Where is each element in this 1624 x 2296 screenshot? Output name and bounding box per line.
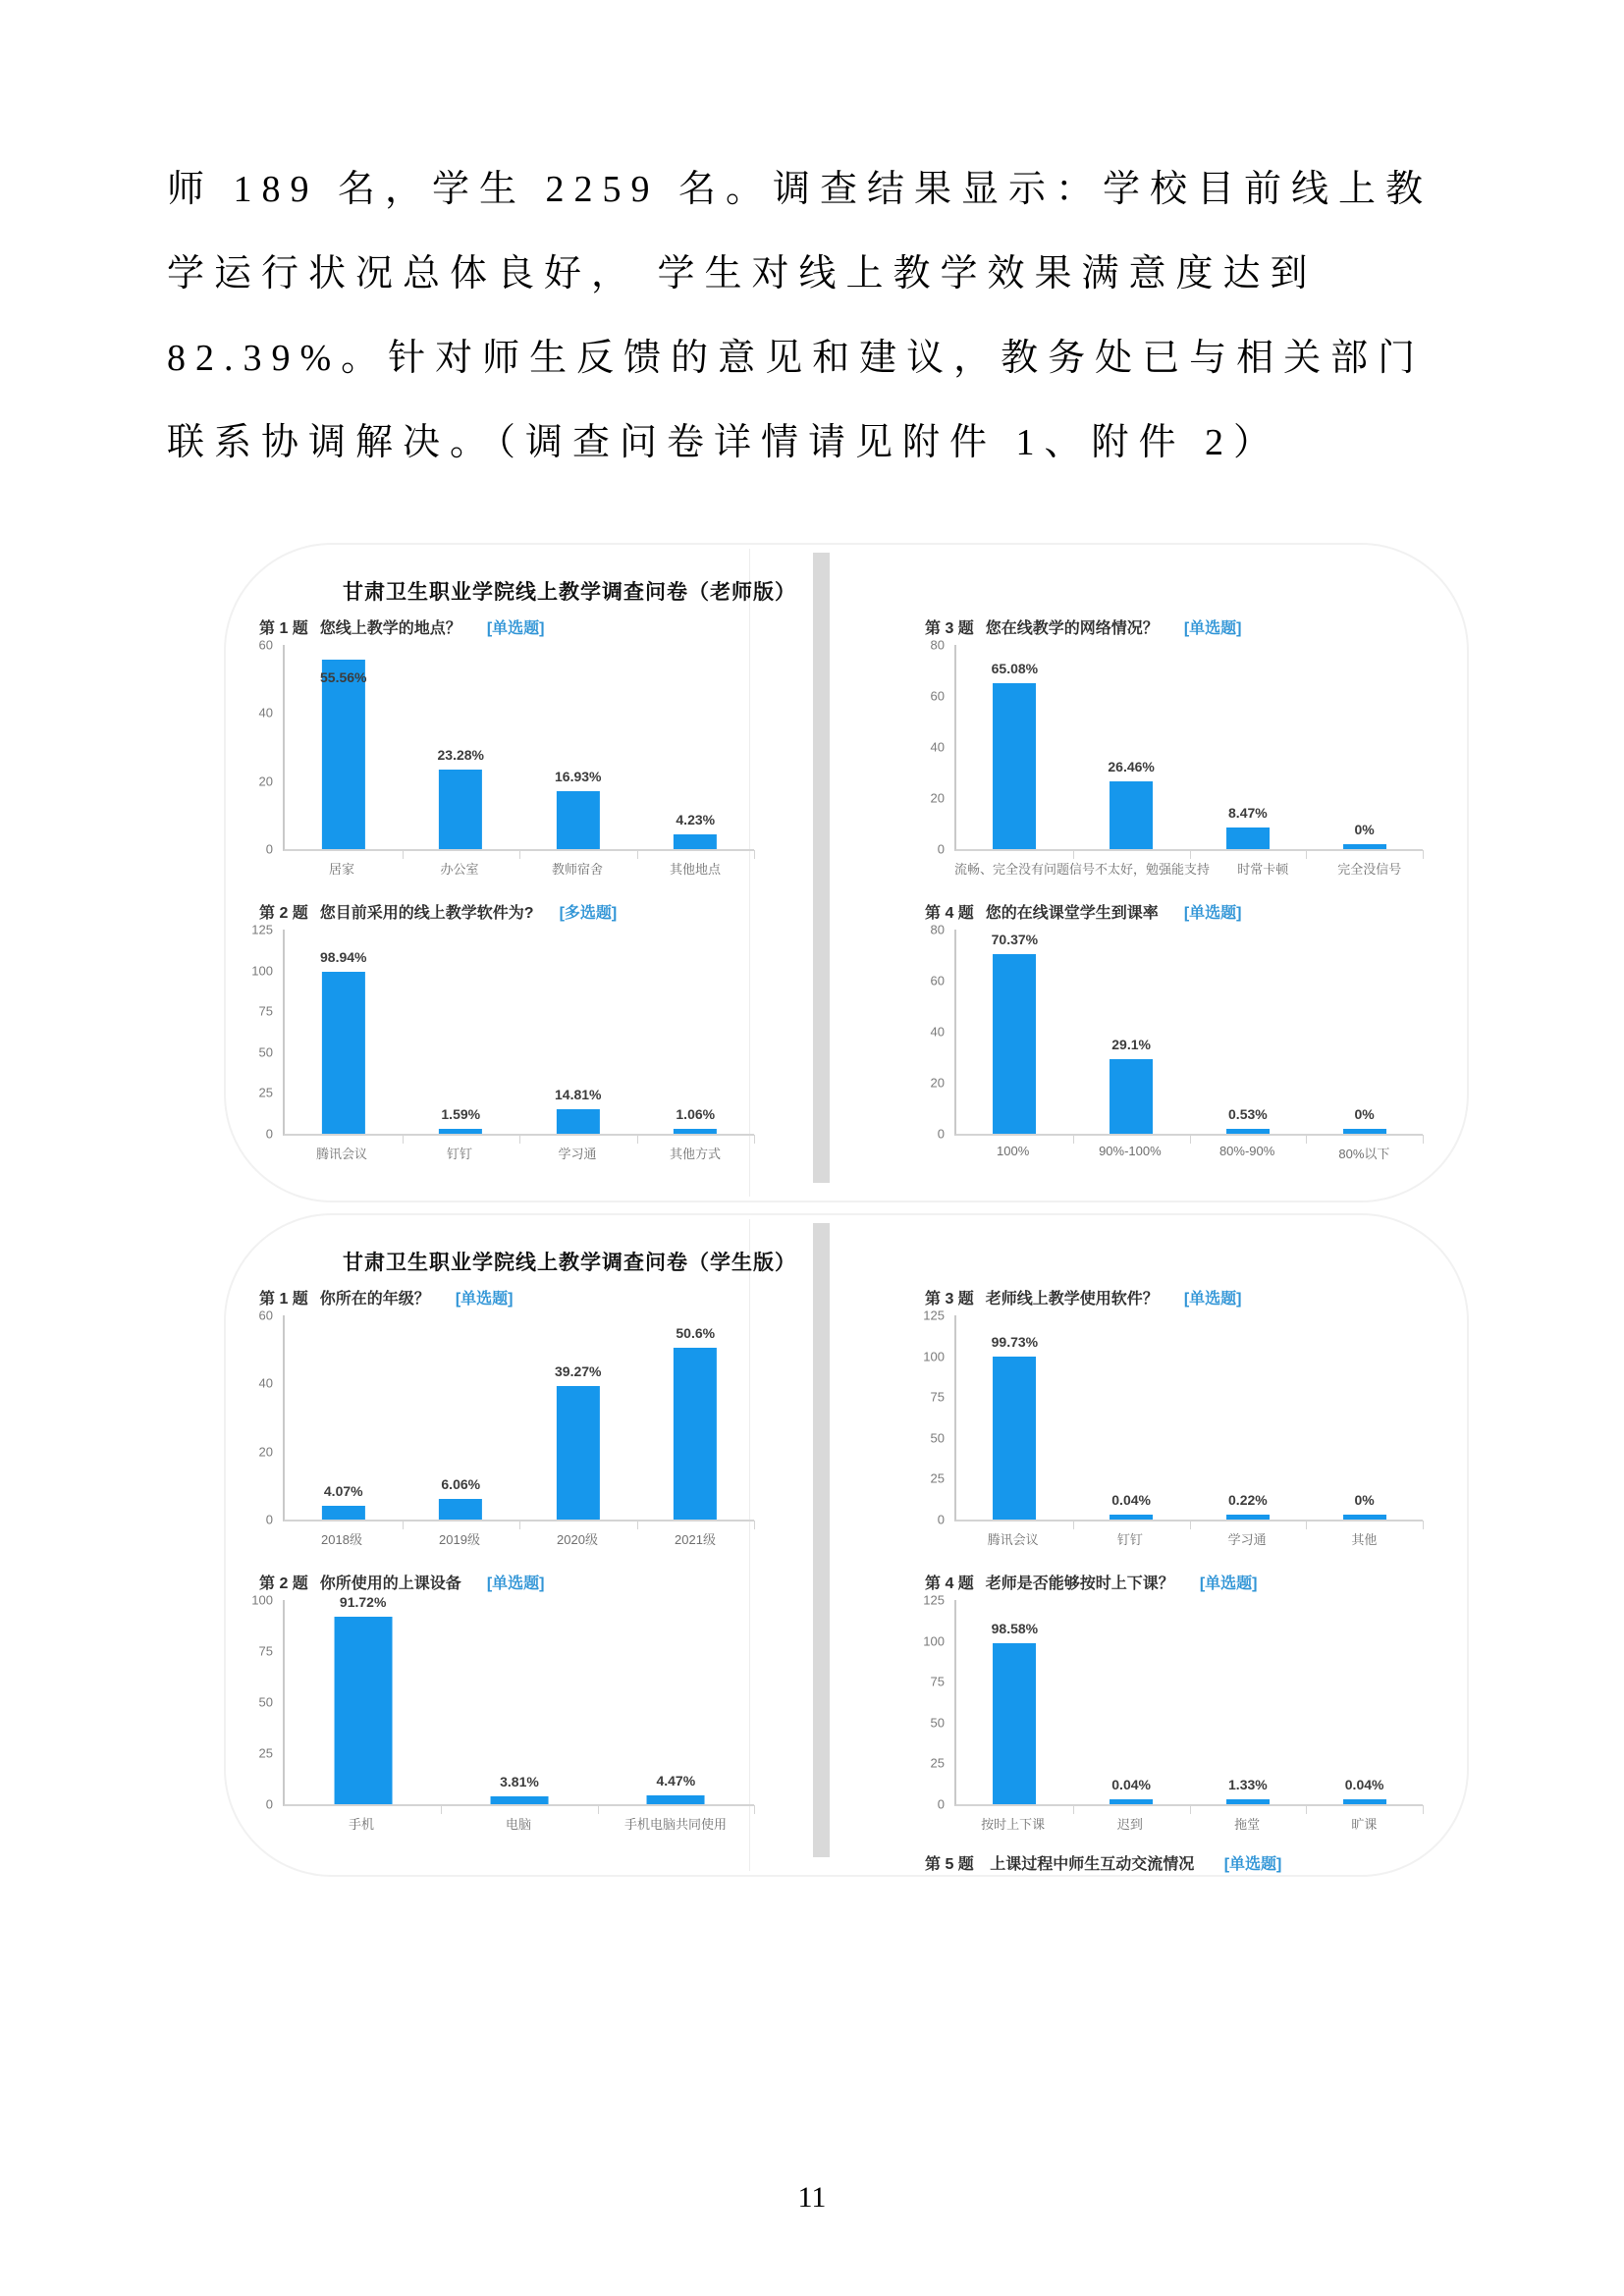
axis-tick — [754, 850, 755, 859]
question-type-tag: [多选题] — [559, 905, 618, 922]
y-tick-label: 0 — [937, 1796, 945, 1812]
question-text: 您在线教学的网络情况？ — [985, 620, 1159, 637]
y-tick-label: 40 — [258, 705, 273, 721]
y-tick-label: 0 — [937, 1126, 945, 1142]
bar — [1343, 1515, 1386, 1520]
question-type-tag: [单选题] — [1183, 905, 1242, 922]
survey-right-column — [890, 1215, 1425, 1875]
x-axis-label: 信号不太好，勉强能支持 — [1069, 862, 1211, 877]
axis-tick — [1190, 850, 1191, 859]
question-type-tag: [单选题] — [1183, 1291, 1242, 1308]
axis-tick — [754, 1805, 755, 1814]
axis-tick — [403, 1521, 404, 1529]
x-axis-label: 居家 — [328, 862, 354, 877]
question-number: 第 3 题 — [925, 1291, 974, 1308]
bar — [993, 954, 1036, 1134]
bar-slot — [285, 645, 403, 849]
bar-slot — [403, 645, 520, 849]
bar-value-label: 23.28% — [437, 747, 484, 764]
chart-teacher-q4 — [890, 900, 1425, 1185]
axis-tick — [519, 1135, 520, 1144]
y-tick-label: 60 — [930, 688, 945, 704]
axis-tick — [1306, 1135, 1307, 1144]
y-tick-label: 50 — [258, 1694, 273, 1710]
axis-tick — [1190, 1135, 1191, 1144]
y-tick-label: 125 — [923, 1592, 945, 1608]
y-tick-label: 100 — [251, 1592, 273, 1608]
bar — [1343, 1799, 1386, 1804]
x-axis-label: 教师宿舍 — [551, 862, 603, 877]
x-axis-label: 手机电脑共同使用 — [623, 1817, 727, 1832]
bar — [439, 1129, 482, 1134]
y-tick-label: 125 — [251, 922, 273, 937]
bar-slot — [598, 1600, 754, 1804]
bar-value-label: 39.27% — [555, 1362, 602, 1379]
x-axis-label: 其他 — [1351, 1532, 1378, 1547]
x-axis-label: 90%-100% — [1099, 1144, 1162, 1158]
survey-screenshot-teacher — [224, 543, 1469, 1202]
bar-value-label: 91.72% — [339, 1594, 387, 1611]
question-row-q5 — [925, 1851, 1281, 1874]
bar — [491, 1796, 549, 1804]
bar-value-label: 29.1% — [1111, 1037, 1151, 1053]
x-axis-label: 其他方式 — [669, 1147, 721, 1161]
question-row — [925, 1286, 1241, 1308]
x-axis-label: 2019级 — [439, 1532, 480, 1547]
y-tick-label: 0 — [265, 841, 273, 857]
bar-chart — [238, 1592, 756, 1841]
bar — [557, 1386, 600, 1520]
bar-slot — [1190, 645, 1307, 849]
x-axis-label: 拖堂 — [1234, 1817, 1261, 1832]
axis-tick — [1190, 1805, 1191, 1814]
question-text: 您线上教学的地点？ — [319, 620, 461, 637]
x-axis-label: 手机 — [348, 1817, 374, 1832]
bar-slot — [956, 1315, 1073, 1520]
y-tick-label: 40 — [930, 1024, 945, 1040]
axis-tick — [1073, 1521, 1074, 1529]
x-axis-label: 2021级 — [675, 1532, 716, 1547]
y-tick-label: 75 — [930, 1674, 945, 1689]
question-number: 第 1 题 — [259, 620, 308, 637]
axis-tick — [1306, 850, 1307, 859]
question-text: 老师是否能够按时上下课？ — [985, 1575, 1174, 1592]
axis-tick — [1423, 1521, 1424, 1529]
axis-tick — [754, 1135, 755, 1144]
x-axis-label: 腾讯会议 — [315, 1147, 367, 1161]
y-tick-label: 60 — [258, 1308, 273, 1323]
bar-value-label: 0.04% — [1111, 1777, 1151, 1792]
chart-teacher-q1 — [238, 615, 756, 900]
bar — [1226, 828, 1270, 849]
x-axis-label: 电脑 — [505, 1817, 531, 1832]
axis-tick — [637, 1521, 638, 1529]
bar — [557, 1109, 600, 1134]
x-axis-label: 办公室 — [440, 862, 479, 877]
bar-value-label: 4.47% — [656, 1772, 696, 1789]
question-type-tag: [单选题] — [486, 1575, 545, 1592]
question-number: 第 1 题 — [259, 1291, 308, 1308]
bar-value-label: 98.94% — [320, 949, 367, 966]
bar-value-label: 1.06% — [676, 1106, 716, 1122]
x-axis-label: 学习通 — [1227, 1532, 1267, 1547]
bar — [439, 770, 482, 849]
y-tick-label: 60 — [930, 973, 945, 988]
bar-slot — [1306, 645, 1423, 849]
bar — [1343, 1129, 1386, 1134]
bar-value-label: 0.22% — [1228, 1492, 1268, 1508]
text-line: 师 189 名，学生 2259 名。调查结果显示：学校目前线上教 — [167, 169, 1434, 210]
axis-tick — [441, 1805, 442, 1814]
bar — [334, 1617, 392, 1804]
y-tick-label: 40 — [258, 1375, 273, 1391]
y-tick-label: 75 — [258, 1643, 273, 1659]
y-tick-label: 60 — [258, 637, 273, 653]
bar — [1110, 1515, 1153, 1520]
y-tick-label: 0 — [265, 1512, 273, 1527]
question-type-tag: [单选题] — [1199, 1575, 1258, 1592]
bar-slot — [1073, 1315, 1190, 1520]
bar-slot — [1306, 930, 1423, 1134]
y-tick-label: 25 — [930, 1755, 945, 1771]
bar-value-label: 4.07% — [323, 1482, 363, 1499]
bar — [1343, 844, 1386, 849]
bar-chart — [890, 922, 1425, 1170]
bar-value-label: 0% — [1354, 822, 1375, 837]
question-type-tag: [单选题] — [486, 620, 545, 637]
bar — [674, 1129, 717, 1134]
bar-slot — [956, 930, 1073, 1134]
y-tick-label: 25 — [258, 1745, 273, 1761]
bar-chart — [238, 637, 756, 885]
x-axis-label: 其他地点 — [669, 862, 721, 877]
chart-student-q4 — [890, 1571, 1425, 1855]
bar — [1226, 1799, 1270, 1804]
axis-tick — [1073, 1135, 1074, 1144]
survey-right-column — [890, 545, 1425, 1201]
axis-tick — [1423, 1805, 1424, 1814]
survey-left-column — [238, 1215, 756, 1875]
y-tick-label: 50 — [258, 1044, 273, 1060]
bar-slot — [285, 1594, 441, 1804]
question-number: 第 3 题 — [925, 620, 974, 637]
bar-slot — [1190, 1315, 1307, 1520]
chart-student-q3 — [890, 1286, 1425, 1571]
chart-student-q2 — [238, 1571, 756, 1855]
survey-left-column — [238, 545, 756, 1201]
bar — [1110, 1799, 1153, 1804]
y-tick-label: 80 — [930, 922, 945, 937]
survey-title: 甘肃卫生职业学院线上教学调查问卷（老师版） — [343, 581, 796, 604]
page-number: 11 — [797, 2181, 827, 2214]
bar-value-label: 0.04% — [1344, 1777, 1384, 1792]
question-type-tag: [单选题] — [1223, 1856, 1282, 1873]
y-tick-label: 20 — [258, 774, 273, 789]
y-tick-label: 125 — [923, 1308, 945, 1323]
bar-value-label: 0% — [1354, 1106, 1375, 1122]
bar — [1110, 1059, 1153, 1134]
y-tick-label: 20 — [258, 1444, 273, 1460]
text-line: 82.39%。针对师生反馈的意见和建议，教务处已与相关部门 — [167, 338, 1426, 379]
bar-slot — [285, 1315, 403, 1520]
bar-slot — [441, 1600, 597, 1804]
y-tick-label: 100 — [923, 1349, 945, 1364]
bar-slot — [403, 930, 520, 1134]
axis-tick — [1190, 1521, 1191, 1529]
survey-title: 甘肃卫生职业学院线上教学调查问卷（学生版） — [343, 1252, 796, 1274]
bar-slot — [1306, 1315, 1423, 1520]
axis-tick — [519, 850, 520, 859]
question-text: 上课过程中师生互动交流情况 — [990, 1856, 1195, 1873]
x-axis-label: 钉钉 — [446, 1147, 472, 1161]
bar-slot — [956, 1600, 1073, 1804]
bar — [993, 1643, 1036, 1804]
question-row — [259, 1286, 513, 1308]
scrollbar-strip — [813, 553, 830, 1183]
axis-tick — [1423, 850, 1424, 859]
y-tick-label: 80 — [930, 637, 945, 653]
question-number: 第 2 题 — [259, 905, 308, 922]
bar-chart — [890, 1592, 1425, 1841]
x-axis-label: 按时上下课 — [981, 1817, 1046, 1832]
y-tick-label: 0 — [937, 1512, 945, 1527]
bar-value-label: 14.81% — [555, 1087, 602, 1103]
bar-slot — [637, 1315, 755, 1520]
bar — [993, 1357, 1036, 1520]
bar-value-label: 16.93% — [555, 769, 602, 785]
bar-value-label: 55.56% — [320, 669, 367, 686]
x-axis-label: 2018级 — [321, 1532, 362, 1547]
question-type-tag: [单选题] — [455, 1291, 514, 1308]
bar-value-label: 98.58% — [991, 1620, 1039, 1636]
question-text: 你所使用的上课设备 — [319, 1575, 461, 1592]
bar — [993, 683, 1036, 849]
question-number: 第 2 题 — [259, 1575, 308, 1592]
y-tick-label: 20 — [930, 1075, 945, 1091]
question-number: 第 4 题 — [925, 1575, 974, 1592]
y-tick-label: 25 — [930, 1470, 945, 1486]
x-axis-label: 100% — [997, 1144, 1030, 1158]
axis-tick — [754, 1521, 755, 1529]
chart-student-q1 — [238, 1286, 756, 1571]
question-text: 您目前采用的线上教学软件为? — [319, 905, 534, 922]
bar-value-label: 1.59% — [441, 1106, 481, 1122]
y-tick-label: 50 — [930, 1430, 945, 1446]
question-row — [259, 900, 617, 923]
bar-slot — [1190, 1600, 1307, 1804]
axis-tick — [1306, 1521, 1307, 1529]
bar-slot — [519, 645, 637, 849]
bar-chart — [890, 1308, 1425, 1556]
bar — [674, 1348, 717, 1520]
bar-value-label: 8.47% — [1228, 804, 1268, 821]
question-text: 你所在的年级？ — [319, 1291, 430, 1308]
bar-value-label: 4.23% — [676, 812, 716, 828]
axis-tick — [637, 1135, 638, 1144]
bar-value-label: 6.06% — [441, 1476, 481, 1492]
bar-slot — [1190, 930, 1307, 1134]
bar-slot — [1073, 930, 1190, 1134]
question-text: 您的在线课堂学生到课率 — [985, 905, 1159, 922]
question-row — [925, 1571, 1257, 1593]
axis-tick — [637, 850, 638, 859]
question-row — [259, 615, 544, 638]
bar-chart — [890, 637, 1425, 885]
x-axis-label: 迟到 — [1116, 1817, 1143, 1832]
scrollbar-strip — [813, 1223, 830, 1857]
y-tick-label: 20 — [930, 790, 945, 806]
y-tick-label: 100 — [251, 963, 273, 979]
axis-tick — [1073, 850, 1074, 859]
bar — [557, 791, 600, 849]
bar — [322, 660, 365, 849]
bar-slot — [956, 645, 1073, 849]
y-tick-label: 50 — [930, 1715, 945, 1731]
bar-slot — [285, 930, 403, 1134]
bar-chart — [238, 1308, 756, 1556]
body-text — [167, 147, 1463, 485]
question-row — [925, 615, 1241, 638]
bar-value-label: 1.33% — [1228, 1777, 1268, 1792]
bar-value-label: 0.53% — [1228, 1106, 1268, 1122]
bar-value-label: 26.46% — [1108, 759, 1155, 775]
x-axis-label: 腾讯会议 — [987, 1532, 1039, 1547]
bar-slot — [519, 930, 637, 1134]
bar-value-label: 99.73% — [991, 1334, 1039, 1351]
axis-tick — [519, 1521, 520, 1529]
axis-tick — [598, 1805, 599, 1814]
x-axis-label: 80%以下 — [1338, 1147, 1390, 1161]
bar-value-label: 50.6% — [676, 1324, 716, 1341]
question-number: 第 4 题 — [925, 905, 974, 922]
axis-tick — [1073, 1805, 1074, 1814]
bar-slot — [1073, 645, 1190, 849]
bar — [322, 1506, 365, 1520]
x-axis-label: 流畅、完全没有问题 — [954, 862, 1070, 877]
text-line: 联系协调解决。（调查问卷详情请见附件 1、附件 2） — [167, 422, 1281, 463]
bar — [1110, 781, 1153, 849]
y-tick-label: 0 — [265, 1126, 273, 1142]
axis-tick — [1306, 1805, 1307, 1814]
bar-value-label: 3.81% — [500, 1774, 539, 1790]
bar-slot — [637, 645, 755, 849]
chart-teacher-q2 — [238, 900, 756, 1185]
x-axis-label: 钉钉 — [1116, 1532, 1143, 1547]
bar-value-label: 70.37% — [991, 932, 1039, 948]
bar — [439, 1499, 482, 1520]
y-tick-label: 100 — [923, 1633, 945, 1649]
bar-chart — [238, 922, 756, 1170]
bar-slot — [637, 930, 755, 1134]
bar-slot — [1306, 1600, 1423, 1804]
bar-value-label: 0% — [1354, 1492, 1375, 1508]
y-tick-label: 0 — [937, 841, 945, 857]
x-axis-label: 完全没信号 — [1337, 862, 1402, 877]
bar — [674, 834, 717, 849]
bar-slot — [1073, 1600, 1190, 1804]
x-axis-label: 2020级 — [557, 1532, 598, 1547]
question-row — [925, 900, 1241, 923]
bar-value-label: 0.04% — [1111, 1492, 1151, 1508]
bar — [1226, 1129, 1270, 1134]
question-type-tag: [单选题] — [1183, 620, 1242, 637]
bar-slot — [403, 1315, 520, 1520]
axis-tick — [403, 850, 404, 859]
bar — [1226, 1515, 1270, 1520]
survey-screenshot-student — [224, 1213, 1469, 1877]
bar — [647, 1795, 705, 1804]
bar-slot — [519, 1315, 637, 1520]
axis-tick — [1423, 1135, 1424, 1144]
x-axis-label: 80%-90% — [1218, 1144, 1275, 1158]
y-tick-label: 0 — [265, 1796, 273, 1812]
bar-value-label: 65.08% — [991, 660, 1039, 676]
question-number: 第 5 题 — [925, 1856, 974, 1873]
x-axis-label: 旷课 — [1351, 1817, 1378, 1832]
y-tick-label: 25 — [258, 1085, 273, 1100]
y-tick-label: 40 — [930, 739, 945, 755]
question-text: 老师线上教学使用软件？ — [985, 1291, 1159, 1308]
y-tick-label: 75 — [930, 1389, 945, 1405]
bar — [322, 972, 365, 1134]
x-axis-label: 学习通 — [558, 1147, 597, 1161]
text-line: 学运行状况总体良好， 学生对线上教学效果满意度达到 — [167, 253, 1318, 294]
axis-tick — [403, 1135, 404, 1144]
y-tick-label: 75 — [258, 1003, 273, 1019]
x-axis-label: 时常卡顿 — [1237, 862, 1289, 877]
question-row — [259, 1571, 544, 1593]
chart-teacher-q3 — [890, 615, 1425, 900]
